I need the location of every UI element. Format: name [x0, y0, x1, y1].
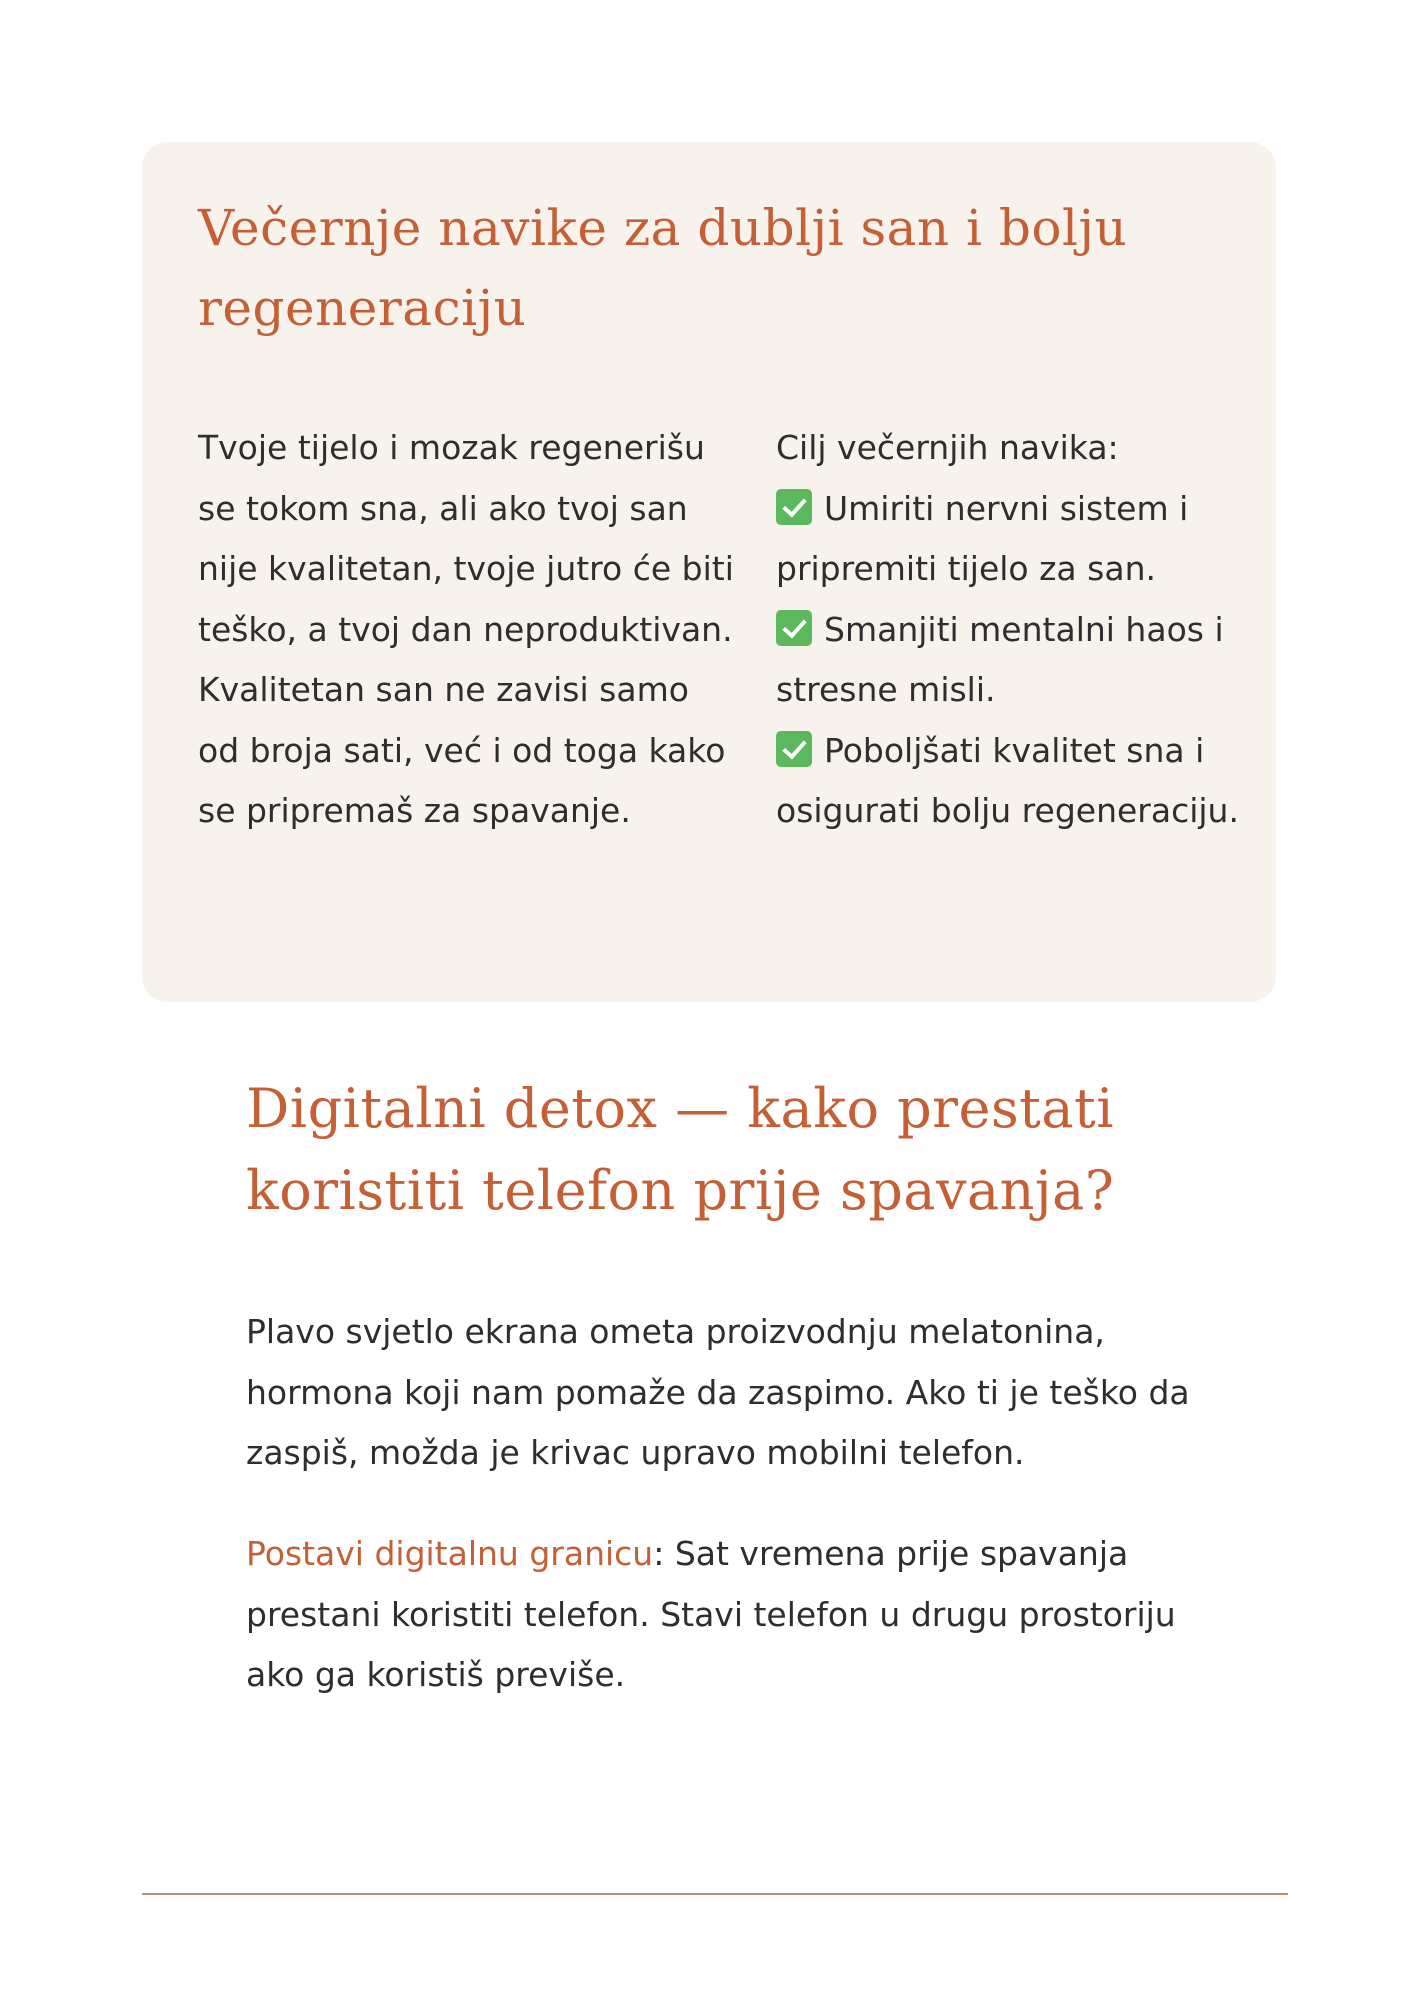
card-right-column — [776, 418, 1266, 842]
check-mark-icon — [776, 731, 812, 767]
goal-text: Poboljšati kvalitet sna i osigurati bolju regeneraciju. — [776, 730, 1239, 830]
check-mark-icon — [776, 610, 812, 646]
card-left-column — [198, 418, 738, 842]
goal-item — [776, 721, 1266, 842]
card-title: Večernje navike za dublji san i bolju regeneraciju — [198, 199, 1128, 337]
goal-text: Smanjiti mentalni haos i stresne misli. — [776, 609, 1224, 709]
goal-item — [776, 479, 1266, 600]
card-intro-text: Tvoje tijelo i mozak regenerišu se tokom sna, ali ako tvoj san nije kvalitetan, tvoje jutro će biti teško, a tvoj dan neproduktivan. Kvalitetan san ne zavisi samo od broja sati, već i od toga kako se pripremaš za spavanje. — [198, 428, 734, 830]
section-paragraph: Plavo svjetlo ekrana ometa proizvodnju melatonina, hormona koji nam pomaže da zaspimo. Ako ti je teško da zaspiš, možda je krivac upravo mobilni telefon. — [246, 1312, 1190, 1472]
section-title: Digitalni detox — kako prestati koristiti telefon prije spavanja? — [246, 1077, 1115, 1222]
goal-item — [776, 600, 1266, 721]
footer-divider — [142, 1893, 1288, 1895]
highlight-label: Postavi digitalnu granicu — [246, 1534, 654, 1573]
check-mark-icon — [776, 489, 812, 525]
goal-text: Umiriti nervni sistem i pripremiti tijelo za san. — [776, 488, 1189, 588]
digital-boundary-paragraph — [246, 1524, 1206, 1706]
goals-heading: Cilj večernjih navika: — [776, 428, 1119, 467]
digital-boundary-text: : Sat vremena prije spavanja prestani koristiti telefon. Stavi telefon u drugu prostoriju ako ga koristiš previše. — [246, 1534, 1176, 1694]
